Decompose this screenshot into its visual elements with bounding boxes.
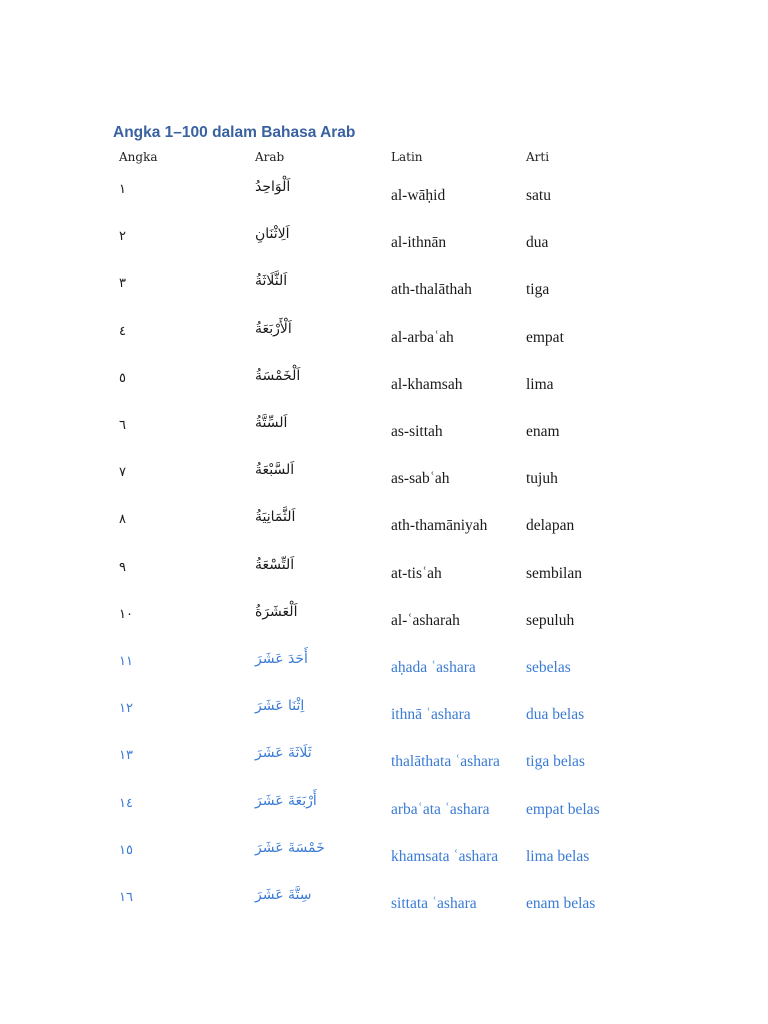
cell-arab: أَرْبَعَةَ عَشَرَ <box>255 792 317 809</box>
header-angka: Angka <box>119 150 158 164</box>
cell-arab: اَلثَّلَاثَةُ <box>255 273 288 290</box>
cell-arti: enam belas <box>526 895 596 912</box>
cell-arti: dua <box>526 234 549 252</box>
cell-latin: arbaʿata ʿashara <box>391 800 490 818</box>
document-title: Angka 1–100 dalam Bahasa Arab <box>113 124 356 141</box>
cell-arab: اَلْأَرْبَعَةُ <box>255 320 292 337</box>
cell-arab: اَلِاثْنَانِ <box>255 226 290 243</box>
cell-latin: ath-thamāniyah <box>391 517 488 535</box>
cell-arab: سِتَّةَ عَشَرَ <box>255 887 312 903</box>
cell-latin: thalāthata ʿashara <box>391 753 500 771</box>
cell-latin: ath-thalāthah <box>391 281 472 299</box>
cell-latin: al-ithnān <box>391 234 447 252</box>
cell-arti: sebelas <box>526 659 571 676</box>
header-arti: Arti <box>526 150 550 164</box>
cell-latin: ithnā ʿashara <box>391 706 471 724</box>
cell-latin: aḥada ʿashara <box>391 659 476 676</box>
cell-angka: ٦ <box>119 418 126 433</box>
cell-arab: ثَلَاثَةَ عَشَرَ <box>255 745 312 762</box>
cell-arti: tiga <box>526 281 550 299</box>
cell-latin: at-tisʿah <box>391 564 442 582</box>
cell-latin: khamsata ʿashara <box>391 847 499 865</box>
header-latin: Latin <box>391 150 423 164</box>
cell-angka: ٨ <box>119 512 126 528</box>
cell-angka: ٣ <box>119 276 126 292</box>
cell-arti: sepuluh <box>526 611 575 629</box>
cell-arab: اَلتِّسْعَةُ <box>255 556 295 573</box>
cell-angka: ٥ <box>119 370 126 386</box>
cell-arab: أَحَدَ عَشَرَ <box>255 651 308 667</box>
cell-arti: tujuh <box>526 470 558 488</box>
cell-angka: ١٠ <box>119 606 133 622</box>
cell-arti: dua belas <box>526 706 585 724</box>
cell-arab: اَلْخَمْسَةُ <box>255 367 301 384</box>
cell-arab: خَمْسَةَ عَشَرَ <box>255 839 325 856</box>
cell-arab: اِثْنَا عَشَرَ <box>255 698 305 715</box>
cell-angka: ١ <box>119 182 126 197</box>
cell-angka: ١٢ <box>119 701 133 717</box>
cell-arab: اَلْعَشَرَةُ <box>255 603 298 620</box>
cell-latin: as-sabʿah <box>391 470 450 488</box>
cell-angka: ١٤ <box>119 795 133 811</box>
cell-latin: sittata ʿashara <box>391 895 477 912</box>
cell-arab: اَلسَّبْعَةُ <box>255 462 295 479</box>
cell-arti: satu <box>526 187 551 204</box>
cell-angka: ١٣ <box>119 748 133 764</box>
cell-arti: delapan <box>526 517 575 535</box>
cell-arti: lima <box>526 375 554 393</box>
cell-angka: ١٥ <box>119 842 133 858</box>
cell-arti: empat belas <box>526 800 600 818</box>
cell-latin: al-khamsah <box>391 375 463 393</box>
header-arab: Arab <box>255 150 285 164</box>
cell-arti: enam <box>526 423 560 440</box>
cell-latin: al-arbaʿah <box>391 328 454 346</box>
cell-angka: ٤ <box>119 323 126 339</box>
cell-angka: ١٦ <box>119 890 133 905</box>
cell-angka: ٧ <box>119 465 126 481</box>
cell-arab: اَلثَّمَانِيَةُ <box>255 509 296 526</box>
cell-arti: lima belas <box>526 847 590 865</box>
cell-arti: empat <box>526 328 564 346</box>
cell-arab: اَلْوَاحِدُ <box>255 179 291 195</box>
cell-arti: tiga belas <box>526 753 585 771</box>
cell-latin: as-sittah <box>391 423 443 440</box>
cell-angka: ٢ <box>119 229 126 245</box>
cell-angka: ١١ <box>119 654 133 669</box>
cell-latin: al-ʿasharah <box>391 611 460 629</box>
cell-angka: ٩ <box>119 559 126 575</box>
cell-arab: اَلسِّتَّةُ <box>255 415 288 431</box>
cell-arti: sembilan <box>526 564 582 582</box>
cell-latin: al-wāḥid <box>391 187 446 204</box>
